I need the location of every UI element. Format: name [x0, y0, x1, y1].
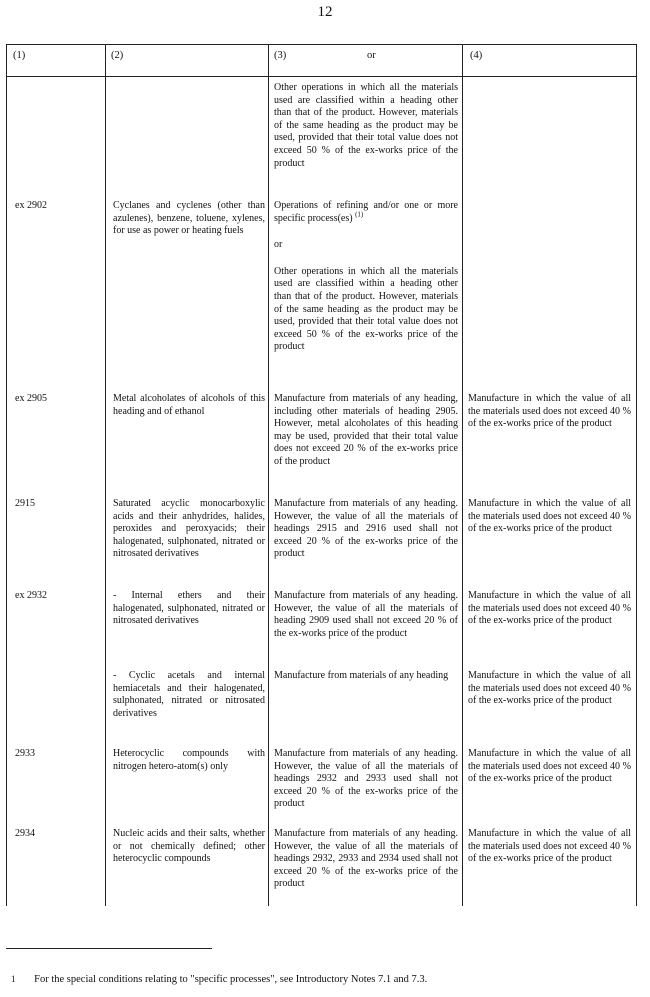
rule-alternative-text: Other operations in which all the materials used are classified within a heading other than that of the product. However, materials of the same heading as the product may be used, provided that their total value does not exceed 50 % of the ex-works price of the product	[274, 265, 458, 353]
table-row-heading: 2934	[15, 828, 35, 839]
footnote-text: For the special conditions relating to "specific processes", see Introductory Notes 7.1 and 7.3.	[34, 974, 428, 985]
table-row-description: Saturated acyclic monocarboxylic acids and their anhydrides, halides, peroxides and peroxyacids; their halogenated, sulphonated, nitrated or nitrosated derivatives	[113, 498, 265, 560]
table-row-heading: 2933	[15, 748, 35, 759]
table-row-alternative: Manufacture in which the value of all the materials used does not exceed 40 % of the ex-works price of the product	[468, 393, 631, 430]
table-row-alternative: Manufacture in which the value of all the materials used does not exceed 40 % of the ex-works price of the product	[468, 670, 631, 707]
table-row-description: Metal alcoholates of alcohols of this heading and of ethanol	[113, 393, 265, 417]
rule-text: Operations of refining and/or one or more specific process(es)	[274, 200, 458, 224]
column-header-1: (1)	[13, 50, 26, 61]
rules-table	[6, 44, 637, 906]
table-row-rule: Manufacture from materials of any heading. However, the value of all the materials of headings 2915 and 2916 used shall not exceed 20 % of the ex-works price of the product	[274, 498, 458, 560]
table-row-heading: ex 2932	[15, 590, 47, 601]
table-row-alternative: Manufacture in which the value of all the materials used does not exceed 40 % of the ex-works price of the product	[468, 828, 631, 865]
table-row-description: - Internal ethers and their halogenated, sulphonated, nitrated or nitrosated derivatives	[113, 590, 265, 627]
footnote-divider	[6, 948, 212, 949]
table-row-rule: Manufacture from materials of any heading. However, the value of all the materials of headings 2932 and 2933 used shall not exceed 20 % of the ex-works price of the product	[274, 748, 458, 810]
footnote-marker: 1	[11, 974, 16, 984]
table-row-description: Nucleic acids and their salts, whether or not chemically defined; other heterocyclic compounds	[113, 828, 265, 865]
table-header-row	[7, 45, 636, 77]
table-row-rule	[274, 200, 458, 354]
column-header-4: (4)	[470, 50, 483, 61]
table-row-rule: Manufacture from materials of any heading. However, the value of all the materials of heading 2909 used shall not exceed 20 % of the ex-works price of the product	[274, 590, 458, 639]
table-row-heading: ex 2905	[15, 393, 47, 404]
table-row-alternative: Manufacture in which the value of all the materials used does not exceed 40 % of the ex-works price of the product	[468, 498, 631, 535]
page-number: 12	[317, 4, 333, 20]
column-divider	[105, 45, 106, 906]
column-header-2: (2)	[111, 50, 124, 61]
table-row-alternative: Manufacture in which the value of all the materials used does not exceed 40 % of the ex-works price of the product	[468, 590, 631, 627]
table-row-description: Cyclanes and cyclenes (other than azulenes), benzene, toluene, xylenes, for use as power or heating fuels	[113, 200, 265, 237]
rule-or-separator: or	[274, 239, 283, 251]
column-divider	[268, 45, 269, 906]
table-row-rule: Manufacture from materials of any heading. However, the value of all the materials of headings 2932, 2933 and 2934 used shall not exceed 20 % of the ex-works price of the product	[274, 828, 458, 890]
table-row-description: - Cyclic acetals and internal hemiacetals and their halogenated, sulphonated, nitrated or nitrosated derivatives	[113, 670, 265, 719]
column-header-or: or	[367, 50, 376, 61]
footnote	[11, 974, 631, 985]
continuation-rule-text: Other operations in which all the materials used are classified within a heading other than that of the product. However, materials of the same heading as the product may be used, provided that their total value does not exceed 50 % of the ex-works price of the product	[274, 82, 458, 169]
table-row-heading: 2915	[15, 498, 35, 509]
table-row-rule: Manufacture from materials of any heading	[274, 670, 449, 681]
column-divider	[462, 45, 463, 906]
table-row-heading: ex 2902	[15, 200, 47, 211]
column-header-3: (3)	[274, 50, 287, 61]
table-row-description: Heterocyclic compounds with nitrogen hetero-atom(s) only	[113, 748, 265, 772]
footnote-reference: (1)	[355, 210, 364, 219]
table-row-alternative: Manufacture in which the value of all the materials used does not exceed 40 % of the ex-works price of the product	[468, 748, 631, 785]
table-row-rule: Manufacture from materials of any heading, including other materials of heading 2905. However, metal alcoholates of this heading may be used, provided that their total value does not exceed 20 % of the ex-works price of the product	[274, 393, 458, 467]
